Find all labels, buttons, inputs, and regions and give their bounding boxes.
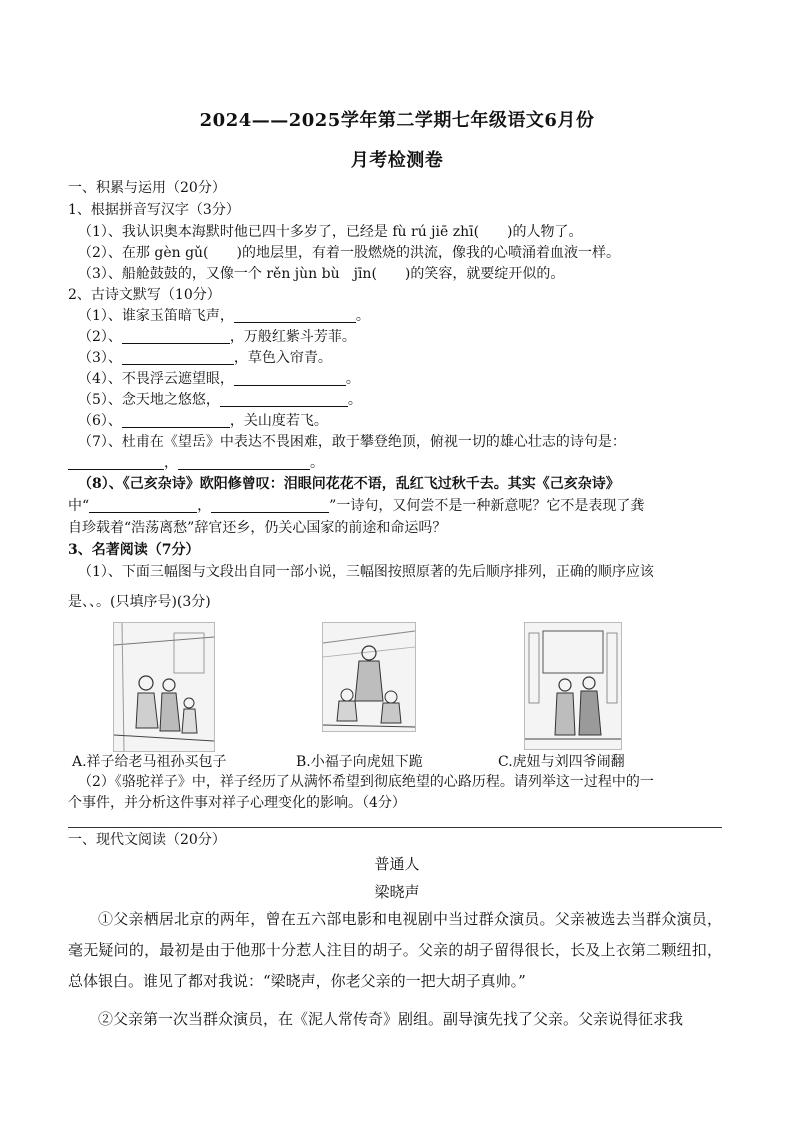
q2-item-8-line1: （8）、《己亥杂诗》欧阳修曾叹：泪眼问花花不语，乱红飞过秋千去。其实《己亥杂诗》 (78, 476, 620, 492)
answer-blank[interactable] (211, 498, 329, 513)
q2-item-8-mid: ， (197, 498, 212, 514)
exam-title-line1: 2024——2025学年第二学期七年级语文6月份 (199, 110, 595, 131)
q3-sub1-line1: （1）、下面三幅图与文段出自同一部小说，三幅图按照原著的先后顺序排列，正确的顺序应该 (78, 564, 654, 580)
q2-item-2-post: ，万般红紫斗芳菲。 (229, 329, 356, 345)
article-paragraph-2: ②父亲第一次当群众演员，在《泥人常传奇》剧组。副导演先找了父亲。父亲说得征求我 (98, 1010, 684, 1028)
q2-item-7-sep: ， (164, 455, 178, 471)
article-paragraph-1: ①父亲栖居北京的两年，曾在五六部电影和电视剧中当过群众演员。父亲被选去当群众演员，毫无疑问的，最初是由于他那十分惹人注目的胡子。父亲的胡子留得很长，长及上衣第二颗纽扣，总体银白。谁见了都对我说：“梁晓声，你老父亲的一把大胡子真帅。” (68, 910, 722, 990)
q2-item-6 (78, 411, 738, 431)
illustration-c-image (524, 622, 622, 750)
answer-blank[interactable] (122, 350, 234, 365)
q2-item-3-post: ，草色入帘青。 (233, 350, 332, 366)
caption-c: C.虎妞与刘四爷闹翻 (498, 754, 625, 770)
q2-item-5-pre: （5）、念天地之悠悠， (78, 392, 220, 408)
q2-item-1 (78, 306, 738, 326)
section1-heading: 一、积累与运用（20分） (68, 180, 226, 196)
q3-sub1-line2: 是、、。(只填序号)(3分) (68, 594, 211, 610)
caption-a: A.祥子给老马祖孙买包子 (72, 754, 227, 770)
q2-item-4-pre: （4）、不畏浮云遮望眼， (78, 371, 234, 387)
answer-blank[interactable] (122, 329, 230, 344)
answer-blank[interactable] (220, 392, 348, 407)
q2-item-8-pre: 中“ (68, 498, 90, 514)
answer-blank[interactable] (68, 455, 164, 470)
q1-item-3: （3）、船舱鼓鼓的，又像一个 rěn jùn bù jīn( )的笑容，就要绽开似的。 (78, 266, 565, 282)
q3-sub2-line2: 个事件，并分析这件事对祥子心理变化的影响。（4分） (68, 795, 406, 811)
illustration-b-image (322, 622, 416, 732)
q2-item-8-line2 (68, 496, 728, 516)
q2-item-8-post: ”一诗句，又何尝不是一种新意呢？它不是表现了龚 (329, 498, 645, 514)
q1-item-2: （2）、在那 gèn gǔ( )的地层里，有着一股燃烧的洪流，像我的心喷涌着血液一样。 (78, 245, 620, 261)
q2-heading: 2、古诗文默写（10分） (68, 287, 221, 303)
article-title: 普通人 (374, 855, 420, 873)
answer-blank[interactable] (234, 371, 346, 386)
answer-blank[interactable] (178, 455, 310, 470)
q1-heading: 1、根据拼音写汉字（3分） (68, 202, 240, 218)
q2-item-4 (78, 369, 738, 389)
q2-item-8-line3: 自珍载着“浩荡离愁”辞官还乡，仍关心国家的前途和命运吗？ (68, 520, 447, 536)
q2-item-7-answer (68, 453, 728, 473)
q2-item-7: （7）、杜甫在《望岳》中表达不畏困难，敢于攀登绝顶，俯视一切的雄心壮志的诗句是： (78, 434, 626, 450)
q2-item-4-post: 。 (345, 371, 360, 387)
article-author: 梁晓声 (374, 883, 420, 901)
section-divider (68, 827, 722, 828)
q2-item-6-pre: （6）、 (78, 413, 122, 429)
q3-heading: 3、名著阅读（7分） (68, 542, 200, 558)
exam-title-line2: 月考检测卷 (350, 150, 444, 171)
q2-item-7-end: 。 (310, 455, 324, 471)
answer-blank[interactable] (122, 413, 230, 428)
q2-item-3-pre: （3）、 (78, 350, 122, 366)
caption-b: B.小福子向虎妞下跪 (296, 754, 423, 770)
q2-item-3 (78, 348, 738, 368)
q1-item-1: （1）、我认识奥本海默时他已四十多岁了，已经是 fù rú jiē zhī( )的人物了。 (78, 224, 583, 240)
answer-blank[interactable] (89, 498, 197, 513)
q2-item-5-post: 。 (347, 392, 362, 408)
illustration-a-image (113, 622, 215, 752)
q2-item-2 (78, 327, 738, 347)
q2-item-5 (78, 390, 738, 410)
q2-item-6-post: ，关山度若飞。 (229, 413, 328, 429)
q2-item-1-pre: （1）、谁家玉笛暗飞声， (78, 308, 234, 324)
answer-blank[interactable] (234, 308, 356, 323)
q3-sub2-line1: （2）《骆驼祥子》中，祥子经历了从满怀希望到彻底绝望的心路历程。请列举这一过程中的一 (78, 774, 654, 790)
section2-heading: 一、现代文阅读（20分） (68, 832, 226, 848)
q2-item-1-post: 。 (355, 308, 370, 324)
q2-item-2-pre: （2）、 (78, 329, 122, 345)
